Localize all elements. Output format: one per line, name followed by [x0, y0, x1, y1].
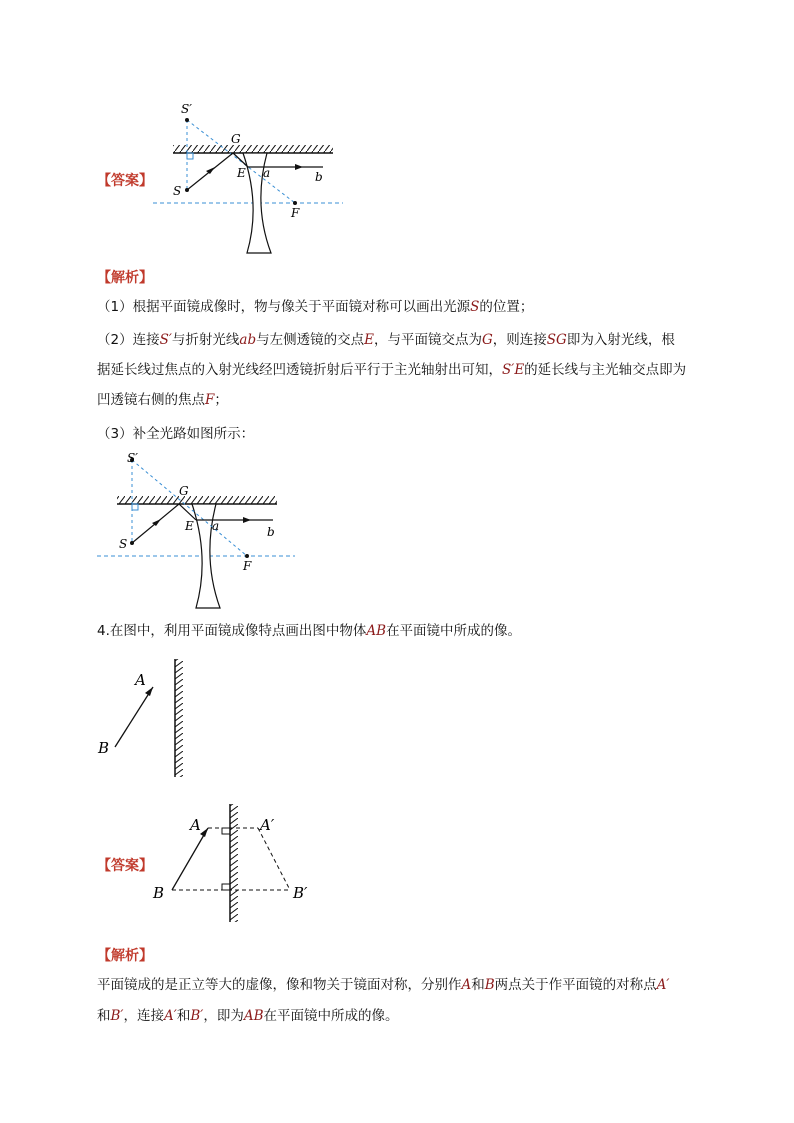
mirror-hatch — [117, 496, 277, 504]
text: （1）根据平面镜成像时，物与像关于平面镜对称可以画出光源 — [97, 299, 471, 315]
text: 平面镜成的是正立等大的虚像，像和物关于镜面对称，分别作 — [97, 977, 462, 993]
text: 两点关于作平面镜的对称点 — [494, 977, 657, 993]
label-e: E — [185, 519, 194, 533]
symbol-ab: ab — [239, 332, 257, 348]
answer-tag-1: 【答案】 — [97, 173, 153, 189]
point-s — [185, 188, 189, 192]
symbol-sg: SG — [546, 332, 567, 348]
label-s: S — [119, 537, 128, 551]
text: 即为入射光线，根 — [566, 332, 675, 348]
mirror-hatch — [175, 659, 183, 777]
label-a: a — [263, 166, 271, 180]
label-a: A — [135, 671, 146, 689]
symbol-b-prime: B′ — [190, 1008, 204, 1024]
text: 在平面镜中所成的像。 — [386, 623, 522, 639]
label-f: F — [243, 559, 252, 573]
text: ，连接 — [123, 1008, 164, 1024]
symbol-se: S′E — [502, 362, 525, 378]
arrowhead — [200, 828, 208, 837]
text: 凹透镜右侧的焦点 — [97, 392, 205, 408]
symbol-a-prime: A′ — [656, 977, 670, 993]
analysis1-line4 — [97, 388, 228, 412]
label-b: B — [98, 739, 110, 757]
label-a: A — [190, 816, 201, 834]
analysis4-line1 — [97, 973, 670, 997]
text: 4.在图中，利用平面镜成像特点画出图中物体 — [97, 623, 367, 639]
question4-diagram — [95, 655, 195, 780]
point-s — [130, 541, 134, 545]
right-angle-mark — [222, 884, 230, 890]
symbol-ab: AB — [366, 623, 387, 639]
analysis1-line5: （3）补全光路如图所示： — [97, 426, 255, 442]
symbol-s-prime: S′ — [159, 332, 172, 348]
label-a: a — [212, 519, 220, 533]
image-a-prime-b-prime — [258, 828, 290, 890]
text: 的位置； — [479, 299, 534, 315]
symbol-a-prime: A′ — [164, 1008, 177, 1024]
label-f: F — [291, 206, 300, 220]
label-a-prime: A′ — [260, 816, 275, 834]
text: （2）连接 — [97, 332, 160, 348]
analysis4-line2 — [97, 1004, 399, 1028]
symbol-g: G — [481, 332, 493, 348]
symbol-b-prime: B′ — [110, 1008, 124, 1024]
label-s: S — [173, 184, 182, 198]
text: 的延长线与主光轴交点即为 — [524, 362, 687, 378]
extension-line — [132, 460, 247, 556]
label-b: B — [153, 884, 165, 902]
right-angle-mark — [132, 504, 138, 510]
analysis1-line2 — [97, 328, 675, 352]
text: ，则连接 — [492, 332, 547, 348]
text: 据延长线过焦点的入射光线经凹透镜折射后平行于主光轴射出可知， — [97, 362, 502, 378]
label-e: E — [237, 166, 246, 180]
label-b: b — [315, 170, 323, 184]
answer1-diagram — [145, 95, 355, 260]
analysis1-line1 — [97, 295, 533, 319]
symbol-e: E — [364, 332, 374, 348]
object-ab — [115, 687, 153, 747]
analysis-tag-4: 【解析】 — [97, 948, 153, 964]
answer4-diagram — [150, 800, 325, 925]
label-b-prime: B′ — [293, 884, 308, 902]
text: 和 — [176, 1008, 191, 1024]
text: ，与平面镜交点为 — [373, 332, 482, 348]
label-g: G — [231, 132, 241, 146]
label-b: b — [267, 525, 275, 539]
label-s-prime: S′ — [181, 102, 192, 116]
mirror-hatch — [173, 145, 333, 153]
label-s-prime: S′ — [127, 451, 138, 465]
text: 与左侧透镜的交点 — [256, 332, 365, 348]
label-g: G — [179, 484, 189, 498]
object-ab — [172, 828, 208, 890]
text: ； — [214, 392, 228, 408]
point-s-prime — [185, 118, 189, 122]
symbol-ab: AB — [243, 1008, 264, 1024]
point-f — [293, 201, 297, 205]
arrowhead — [145, 687, 153, 696]
text: 和 — [97, 1008, 111, 1024]
point-f — [245, 554, 249, 558]
text: ，即为 — [203, 1008, 244, 1024]
question4-text — [97, 619, 521, 643]
symbol-b: B — [484, 977, 495, 993]
analysis-tag-1: 【解析】 — [97, 270, 153, 286]
analysis1-line3 — [97, 358, 686, 382]
symbol-a: A — [461, 977, 472, 993]
text: 与折射光线 — [171, 332, 240, 348]
answer-tag-4: 【答案】 — [97, 858, 153, 874]
arrowhead — [295, 164, 303, 170]
text: 和 — [471, 977, 485, 993]
symbol-s: S — [470, 299, 480, 315]
right-angle-mark — [222, 828, 230, 834]
analysis1-diagram — [95, 448, 300, 613]
text: 在平面镜中所成的像。 — [263, 1008, 399, 1024]
arrowhead — [243, 517, 251, 523]
extension-line — [187, 120, 295, 203]
mirror-hatch — [230, 804, 238, 922]
right-angle-mark — [187, 153, 193, 159]
symbol-f: F — [205, 392, 215, 408]
